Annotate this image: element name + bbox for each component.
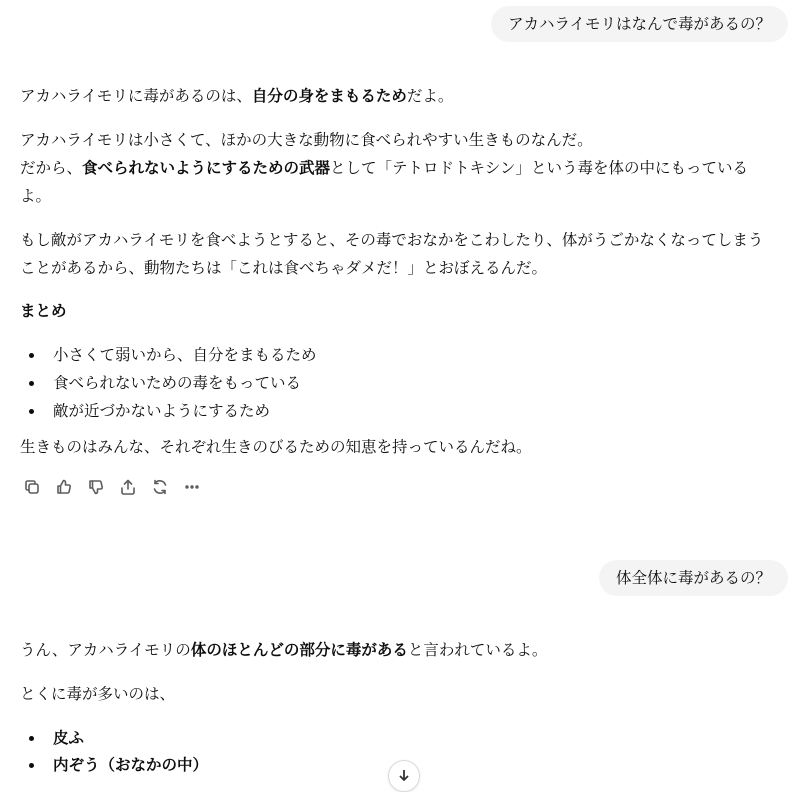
closing-paragraph <box>20 433 790 461</box>
regenerate-icon <box>151 478 169 496</box>
user-message-bubble <box>491 6 788 42</box>
assistant-reply-paragraph <box>20 680 790 708</box>
list-item: 敵が近づかないようにするため <box>20 397 790 425</box>
reply-line: 生きものはみんな、それぞれ生きのびるための知恵を持っているんだね。 <box>20 438 532 456</box>
assistant-reply-paragraph <box>20 226 790 282</box>
summary-list-container <box>20 341 790 425</box>
bold-text: 体のほとんどの部分に毒がある <box>190 641 408 659</box>
summary-heading <box>20 297 790 325</box>
thumbs-up-icon <box>55 478 73 496</box>
reply-line: よ。 <box>20 187 52 205</box>
scroll-down-button[interactable] <box>388 760 420 792</box>
reply-line: もし敵がアカハライモリを食べようとすると、その毒でおなかをこわしたり、体がうごかなくなってしまう <box>20 231 764 249</box>
text-span: として「テトロドトキシン」という毒を体の中にもっている <box>330 159 748 177</box>
assistant-reply-paragraph <box>20 126 790 210</box>
copy-icon <box>23 478 41 496</box>
text-span: と言われているよ。 <box>407 641 548 659</box>
summary-list <box>20 341 790 425</box>
bold-text: 食べられないようにするための武器 <box>82 159 331 177</box>
reply-line <box>20 154 790 182</box>
list-item: 皮ふ <box>20 724 790 751</box>
message-actions <box>20 475 204 499</box>
share-button[interactable] <box>116 475 140 499</box>
text-span: だよ。 <box>406 87 454 105</box>
text-span: アカハライモリに毒があるのは、 <box>20 87 252 105</box>
thumbs-down-icon <box>87 478 105 496</box>
text-span: だから、 <box>20 159 83 177</box>
regenerate-button[interactable] <box>148 475 172 499</box>
share-icon <box>119 478 137 496</box>
assistant-reply <box>20 636 790 664</box>
user-message-text: 体全体に毒があるの？ <box>615 569 771 587</box>
summary-heading-text: まとめ <box>20 302 67 320</box>
list-item: 小さくて弱いから、自分をまもるため <box>20 341 790 369</box>
user-message-text: アカハライモリはなんで毒があるの？ <box>508 15 771 33</box>
more-icon <box>183 478 201 496</box>
arrow-down-icon <box>398 769 410 781</box>
more-button[interactable] <box>180 475 204 499</box>
reply-line: アカハライモリは小さくて、ほかの大きな動物に食べられやすい生きものなんだ。 <box>20 131 593 149</box>
bold-text: 自分の身をまもるため <box>251 87 407 105</box>
thumbs-down-button[interactable] <box>84 475 108 499</box>
reply-paragraph <box>20 82 790 110</box>
copy-button[interactable] <box>20 475 44 499</box>
list-item: 食べられないための毒をもっている <box>20 369 790 397</box>
reply-paragraph <box>20 636 790 664</box>
reply-line: ことがあるから、動物たちは「これは食べちゃダメだ！」とおぼえるんだ。 <box>20 259 548 277</box>
assistant-reply <box>20 82 790 110</box>
list-item: 内ぞう（おなかの中） <box>20 751 790 779</box>
user-message-bubble <box>599 560 788 596</box>
thumbs-up-button[interactable] <box>52 475 76 499</box>
reply-line: とくに毒が多いのは、 <box>20 685 176 703</box>
text-span: うん、アカハライモリの <box>20 641 191 659</box>
